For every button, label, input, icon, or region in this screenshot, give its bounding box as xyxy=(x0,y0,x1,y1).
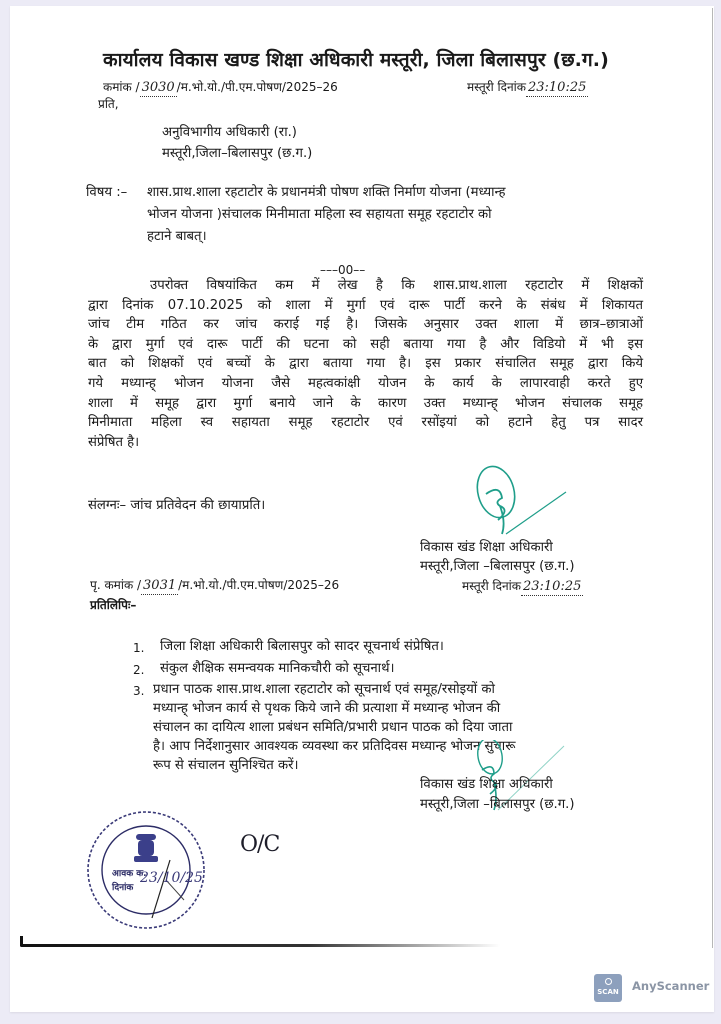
copy-item-text: मध्यान्ह् भोजन कार्य से पृथक किये जाने की प्रत्याशा में मध्यान्ह भोजन की xyxy=(153,701,501,716)
date-line xyxy=(467,79,588,97)
scan-edge-right xyxy=(712,8,713,948)
scanner-app-name: AnyScanner xyxy=(632,979,710,993)
stamp-date-label: दिनांक xyxy=(112,883,134,893)
signatory-place: मस्तूरी,जिला –बिलासपुर (छ.ग.) xyxy=(420,559,575,574)
reference-suffix: /म.भो.यो./पी.एम.पोषण/2025–26 xyxy=(176,80,338,94)
copy-date-value: 23:10:25 xyxy=(522,579,582,594)
handwritten-note: O/C xyxy=(240,832,280,857)
copy-to-label: प्रतिलिपिः– xyxy=(90,598,137,612)
subject-line: हटाने बाबत्। xyxy=(147,229,207,244)
signatory-title: विकास खंड शिक्षा अधिकारी xyxy=(420,540,553,555)
anyscanner-logo-icon xyxy=(594,974,622,1002)
copy-item-text: रूप से संचालन सुनिश्चित करें। xyxy=(153,758,299,773)
body-line: के द्वारा मुर्गा एवं दारू पार्टी की घटना को सही बताया गया है और विडियो में भी इस xyxy=(88,336,643,352)
reference-prefix: कमांक / xyxy=(103,80,140,94)
subject-line: भोजन योजना )संचालक मिनीमाता महिला स्व सहायता समूह रहटाटोर को xyxy=(147,207,492,222)
date-label: मस्तूरी दिनांक xyxy=(467,80,526,94)
body-line: जांच टीम गठित कर जांच कराई गई है। जिसके अनुसार उक्त शाला में छात्र–छात्राओं xyxy=(88,317,643,333)
reference-number: 3030 xyxy=(141,80,175,95)
body-line: द्वारा दिनांक 07.10.2025 को शाला में मुर्गा एवं दारू पार्टी करने के संबंध में शिकायत xyxy=(88,297,643,313)
office-header-title: कार्यालय विकास खण्ड शिक्षा अधिकारी मस्तूरी, जिला बिलासपुर (छ.ग.) xyxy=(103,49,609,71)
copy-item-text: है। आप निर्देशानुसार आवश्यक व्यवस्था कर प्रतिदिवस मध्यान्ह भोजन सुचारू xyxy=(153,739,516,754)
reference-line xyxy=(103,79,338,97)
copy-reference-number: 3031 xyxy=(143,578,177,593)
copy-date-label: मस्तूरी दिनांक xyxy=(462,579,521,593)
body-line: बात को शिक्षकों एवं बच्चों के द्वारा बताया गया है। इस प्रकार संचालित समूह द्वारा किये xyxy=(88,356,643,372)
signatory2-title: विकास खंड शिक्षा अधिकारी xyxy=(420,777,553,792)
signatory2-place: मस्तूरी,जिला –बिलासपुर (छ.ग.) xyxy=(420,797,575,812)
copy-item-text: जिला शिक्षा अधिकारी बिलासपुर को सादर सूचनार्थ संप्रेषित। xyxy=(160,639,444,654)
subject-line: शास.प्राथ.शाला रहटाटोर के प्रधानमंत्री पोषण शक्ति निर्माण योजना (मध्यान्ह xyxy=(147,185,506,200)
scan-edge-bottom xyxy=(20,944,500,947)
recipient-title: अनुविभागीय अधिकारी (रा.) xyxy=(162,125,297,140)
scanner-badge-text: SCAN xyxy=(597,988,619,996)
copy-item-number: 2. xyxy=(133,663,145,677)
copy-reference-line xyxy=(90,577,339,595)
to-label: प्रति, xyxy=(98,97,119,111)
body-line: संप्रेषित है। xyxy=(88,434,140,450)
stamp-inward-label: आवक क. xyxy=(112,869,147,879)
stamp-date-value: 23/10/25 xyxy=(140,870,203,886)
copy-item-number: 1. xyxy=(133,641,145,655)
copy-date-line xyxy=(462,578,583,596)
copy-reference-prefix: पृ. कमांक / xyxy=(90,578,142,592)
copy-item-text: संकुल शैक्षिक समन्वयक मानिकचौरी को सूचनार्थ। xyxy=(160,661,395,676)
copy-reference-suffix: /म.भो.यो./पी.एम.पोषण/2025–26 xyxy=(178,578,340,592)
body-line: मिनीमाता महिला स्व सहायता समूह रहटाटोर एवं रसोंइयां को हटाने हेतु पत्र सादर xyxy=(88,415,643,431)
recipient-address: मस्तूरी,जिला–बिलासपुर (छ.ग.) xyxy=(162,146,313,161)
body-line: शाला में समूह द्वारा मुर्गा बनाये जाने के कारण उक्त मध्यान्ह् भोजन संचालक समूह xyxy=(88,395,643,411)
office-stamp xyxy=(84,800,229,940)
date-value: 23:10:25 xyxy=(527,80,587,95)
body-line: गये मध्यान्ह् भोजन योजना जैसे महत्वकांक्षी योजन के कार्य के लापारवाही करते हुए xyxy=(88,375,643,391)
separator: –––00–– xyxy=(320,263,366,277)
enclosure-note: संलग्नः– जांच प्रतिवेदन की छायाप्रति। xyxy=(88,498,266,513)
body-line: उपरोक्त विषयांकित कम में लेख है कि शास.प्राथ.शाला रहटाटोर में शिक्षकों xyxy=(150,278,643,293)
copy-item-number: 3. xyxy=(133,684,145,698)
copy-item-text: संचालन का दायित्य शाला प्रबंधन समिति/प्रभारी प्रधान पाठक को दिया जाता xyxy=(153,720,513,735)
subject-label: विषय :– xyxy=(86,185,128,200)
copy-item-text: प्रधान पाठक शास.प्राथ.शाला रहटाटोर को सूचनार्थ एवं समूह/रसोइयों को xyxy=(153,682,495,697)
body-paragraph xyxy=(88,276,643,452)
